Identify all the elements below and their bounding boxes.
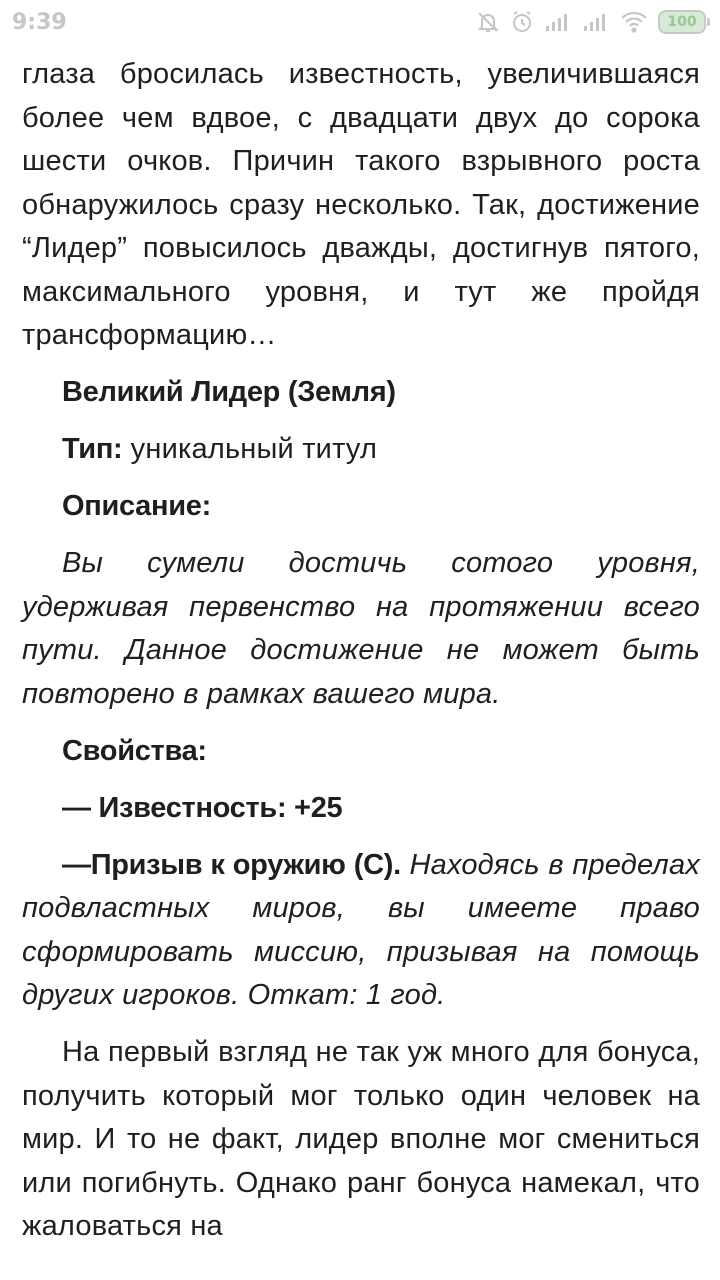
status-icons (476, 10, 706, 34)
alarm-clock-icon (510, 10, 534, 34)
wifi-icon (620, 11, 648, 33)
call-to-arms-text: Находясь в пределах подвластных миров, вы имеете право сформировать миссию, призывая на помощь других игроков. Откат: 1 год. (22, 848, 700, 1011)
muted-bell-icon (476, 10, 500, 34)
battery-icon: 100 (658, 10, 706, 34)
signal-icon (544, 12, 572, 32)
paragraph-intro: глаза бросилась известность, увеличившаяся более чем вдвое, с двадцати двух до сорока шести очков. Причин такого взрывного роста обнаружилось сразу несколько. Так, достижение “Лидер” повысилось дважды, достигнув пятого, максимального уровня, и тут же пройдя трансформацию… (22, 58, 700, 351)
status-bar (0, 0, 720, 52)
status-time: 9:39 (12, 10, 67, 35)
signal-icon (582, 12, 610, 32)
reader-content (22, 53, 700, 1249)
achievement-title: Великий Лидер (Земля) (62, 376, 396, 408)
type-label: Тип: (62, 433, 123, 465)
description-label: Описание: (62, 490, 211, 522)
call-to-arms-label: —Призыв к оружию (С). (62, 848, 401, 881)
description-text: Вы сумели достичь сотого уровня, удерживая первенство на протяжении всего пути. Данное достижение не может быть повторено в рамках вашего мира. (22, 547, 700, 710)
achievement-type (22, 428, 700, 472)
properties-label: Свойства: (62, 734, 207, 767)
property-call-to-arms (22, 844, 700, 1018)
property-fame: — Известность: +25 (62, 791, 343, 824)
paragraph-closing: На первый взгляд не так уж много для бонуса, получить который мог только один человек на мир. И то не факт, лидер вполне мог смениться или погибнуть. Однако ранг бонуса намекал, что жаловаться на (22, 1036, 700, 1242)
type-value: уникальный титул (122, 433, 378, 465)
